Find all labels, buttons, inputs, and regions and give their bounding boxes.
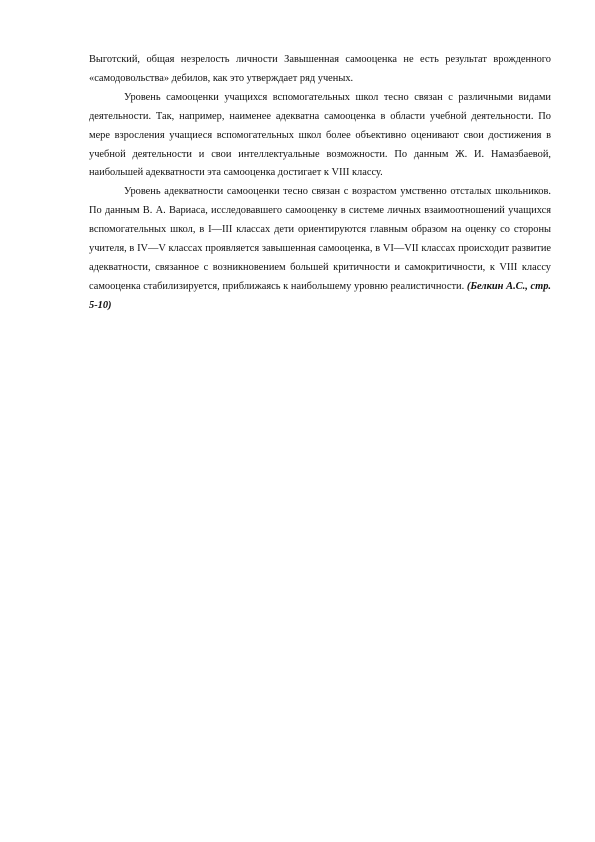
paragraph-3	[89, 183, 551, 315]
paragraph-3-text: Уровень адекватности самооценки тесно связан с возрастом умственно отсталых школьников. По данным В. А. Вариаса, исследовавшего самооценку в системе личных взаимоотношений учащихся вспомогательных школ, в I—III классах дети ориентируются главным образом на оценку со стороны учителя, в IV—V классах проявляется завышенная самооценка, в VI—VII классах происходит развитие адекватности, связанное с возникновением большей критичности и самокритичности, к VIII классу самооценка стабилизируется, приближаясь к наибольшему уровню реалистичности.	[89, 186, 551, 292]
citation: (Белкин А.С., стр. 5-10)	[89, 280, 551, 311]
paragraph-1	[89, 51, 551, 89]
paragraph-2-text: Уровень самооценки учащихся вспомогательных школ тесно связан с различными видами деятельности. Так, например, наименее адекватна самооценка в области учебной деятельности. По мере взросления учащиеся вспомогательных школ более объективно оценивают свои достижения в учебной деятельности и свои интеллектуальные возможности. По данным Ж. И. Намазбаевой, наибольшей адекватности эта самооценка достигает к VIII классу.	[89, 91, 551, 179]
paragraph-2	[89, 89, 551, 184]
document-body	[89, 51, 551, 316]
paragraph-1-text: Выготский, общая незрелость личности Завышенная самооценка не есть результат врожденного «самодовольства» дебилов, как это утверждает ряд ученых.	[89, 54, 551, 84]
